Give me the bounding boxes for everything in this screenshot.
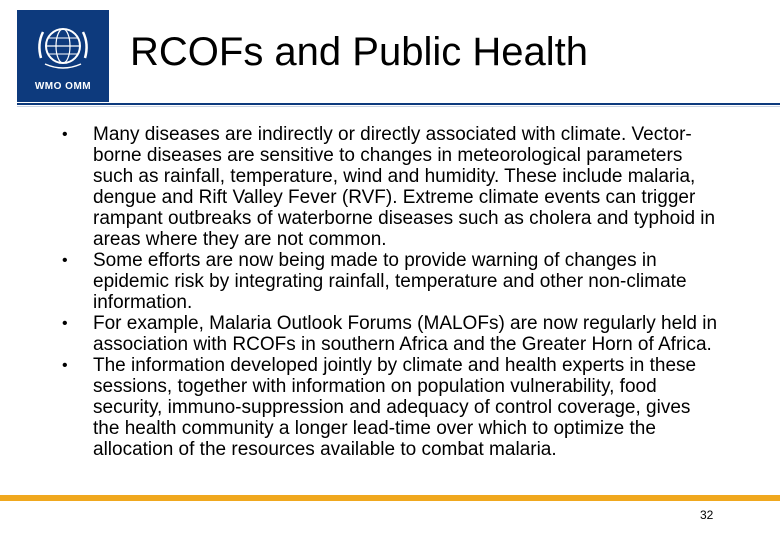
bullet-marker: • [62,126,68,143]
wmo-logo [17,10,109,102]
bullet-item [62,313,722,355]
bullet-text: Some efforts are now being made to provide warning of changes in epidemic risk by integrating rainfall, temperature and other non-climate information. [93,250,687,313]
bullet-text: The information developed jointly by climate and health experts in these sessions, together with information on population vulnerability, food security, immuno-suppression and adequacy of control coverage, gives the health community a longer lead-time over which to optimize the allocation of the resources available to combat malaria. [93,355,697,460]
bullet-text: Many diseases are indirectly or directly associated with climate. Vector-borne diseases are sensitive to changes in meteorological parameters such as rainfall, temperature, wind and humidity. These include malaria, dengue and Rift Valley Fever (RVF). Extreme climate events can trigger rampant outbreaks of waterborne diseases such as cholera and typhoid in areas where they are not common. [93,124,716,250]
bullet-item [62,355,722,460]
wmo-emblem-icon [33,18,93,78]
bullet-list [62,124,722,460]
bullet-marker: • [62,315,68,332]
bullet-item [62,250,722,313]
bullet-text: For example, Malaria Outlook Forums (MALOFs) are now regularly held in association with RCOFs in southern Africa and the Greater Horn of Africa. [93,313,718,355]
slide-title: RCOFs and Public Health [130,30,588,74]
header-divider-shadow [17,106,780,107]
logo-text: WMO OMM [34,81,92,92]
bullet-item [62,124,722,250]
header-divider [17,103,780,105]
bullet-marker: • [62,252,68,269]
bullet-marker: • [62,357,68,374]
page-number: 32 [700,508,714,522]
footer-bar [0,495,780,501]
